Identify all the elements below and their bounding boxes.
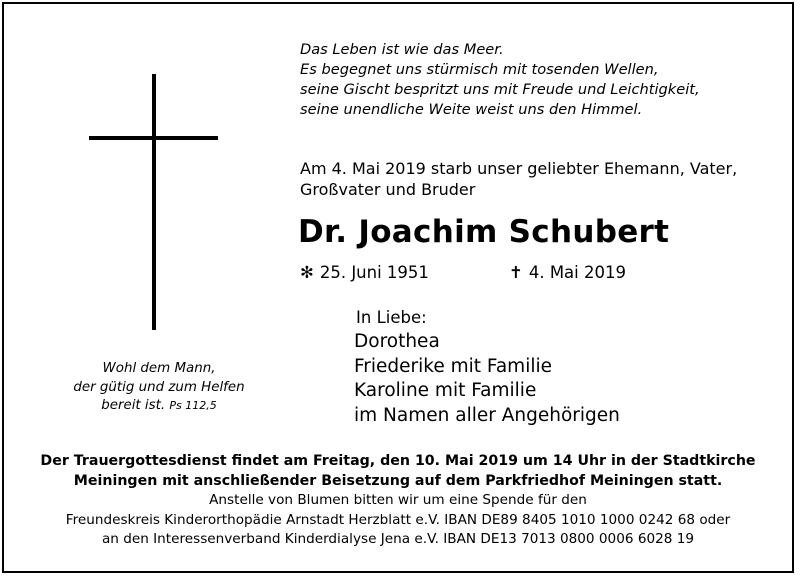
birth-date-text: 25. Juni 1951 (319, 263, 429, 282)
bible-verse (66, 360, 252, 416)
service-line: Der Trauergottesdienst findet am Freitag, den 10. Mai 2019 um 14 Uhr in der Stadtkirche (40, 453, 756, 469)
birth-date (300, 262, 429, 283)
mourner-name: Friederike mit Familie (354, 355, 553, 377)
donation-line: an den Interessenverband Kinderdialyse Jena e.V. IBAN DE13 7013 0800 0006 6028 19 (101, 531, 695, 547)
death-cross-icon: ✝ (509, 263, 523, 282)
death-date (509, 262, 626, 283)
service-info (4, 452, 792, 550)
poem (300, 40, 700, 120)
announcement-line: Am 4. Mai 2019 starb unser geliebter Ehemann, Vater, (300, 159, 738, 178)
announcement-line: Großvater und Bruder (300, 180, 476, 199)
verse-line: der gütig und zum Helfen (73, 379, 245, 395)
service-line: Meiningen mit anschließender Beisetzung auf dem Parkfriedhof Meiningen statt. (73, 472, 723, 489)
verse-reference: Ps 112,5 (169, 399, 217, 412)
mourners-list (354, 330, 620, 428)
poem-line: seine Gischt bespritzt uns mit Freude und Leichtigkeit, (300, 81, 700, 98)
mourners-intro: In Liebe: (356, 308, 427, 327)
donation-line: Freundeskreis Kinderorthopädie Arnstadt Herzblatt e.V. IBAN DE89 8405 1010 1000 0242 68 oder (65, 511, 731, 528)
mourner-name: Karoline mit Familie (354, 380, 537, 401)
verse-line: Wohl dem Mann, (102, 361, 216, 376)
death-announcement (300, 158, 737, 200)
verse-text: bereit ist. (101, 398, 166, 413)
birth-star-icon: ✻ (300, 263, 314, 282)
poem-line: Es begegnet uns stürmisch mit tosenden Wellen, (300, 61, 659, 78)
mourner-name: Dorothea (354, 331, 440, 352)
death-date-text: 4. Mai 2019 (528, 263, 626, 282)
donation-line: Anstelle von Blumen bitten wir um eine Spende für den (209, 492, 587, 508)
poem-line: seine unendliche Weite weist uns den Himmel. (300, 101, 643, 118)
cross-vertical-beam (152, 74, 156, 330)
poem-line: Das Leben ist wie das Meer. (300, 41, 504, 58)
verse-line (66, 397, 252, 416)
cross-horizontal-beam (89, 136, 218, 140)
deceased-name: Dr. Joachim Schubert (298, 214, 670, 250)
obituary-notice (2, 2, 794, 573)
mourner-name: im Namen aller Angehörigen (354, 404, 620, 426)
